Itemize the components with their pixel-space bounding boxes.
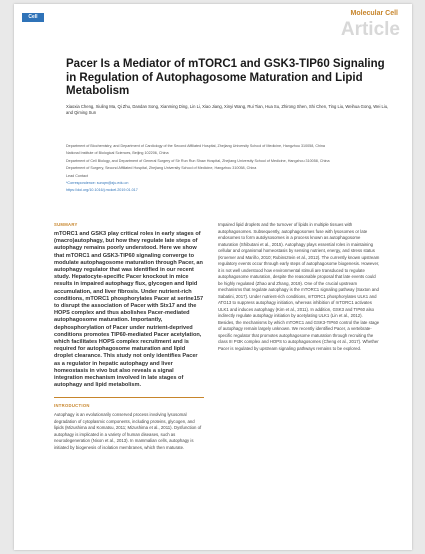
summary-heading: SUMMARY (54, 222, 78, 227)
article-type-label: Article (340, 19, 400, 40)
paper-title: Pacer Is a Mediator of mTORC1 and GSK3-TIP60 Signaling in Regulation of Autophagosome Maturation and Lipid Metabolism (66, 58, 385, 97)
left-column (54, 222, 204, 451)
affiliation-4: Department of Surgery, Second Affiliated Hospital, Zhejiang University School of Medicine, Hangzhou 310058, China (66, 166, 257, 171)
introduction-heading: INTRODUCTION (54, 403, 90, 409)
publisher-logo: Cell Press (22, 13, 44, 22)
affiliations (66, 144, 396, 196)
right-column (218, 222, 380, 352)
affiliation-2: National Institute of Biological Sciences, Beijing 102206, China (66, 151, 169, 156)
right-column-text: Impaired lipid droplets and the turnover of lipids in multiple tissues with autophagosomes. Subsequently, autophagosomes fuse with lysosomes or late endosomes to form autolysosomes in a process known as autophagosome maturation (Shibutani et al., 2015). Autophagy plays essential roles in maintaining cellular and organismal homeostasis by sensing nutrient, energy, and stress status (Kroemer and Mariño, 2010; Rubinsztein et al., 2012). The currently known upstream regulatory events occur through early steps of autophagosome biogenesis. However, it is not well understood how environmental stimuli are transduced to regulate autophagosome maturation, despite the reasonable proposal that late events could be highly regulated (Zhao and Zhang, 2019). One of the crucial upstream mechanisms that regulate autophagy is the mTORC1 signaling pathway (Saxton and Sabatini, 2017). Under nutrient-rich conditions, mTORC1 phosphorylates ULK1 and ATG13 to suppress autophagy initiation, whereas inhibition of mTORC1 activates ULK1 and induces autophagy (Kim et al., 2011). In addition, GSK3 and TIP60 also indirectly regulate autophagy initiation by acetylating ULK1 (Lin et al., 2012). Besides, the mechanisms by which mTORC1 and GSK3-TIP60 control the late stage of autophagy remain largely unknown. We recently identified Pacer, a vertebrate-specific regulator that promotes autophagosome maturation through recruiting the class III PI3K complex and HOPS to autophagosomes (Cheng et al., 2017). Whether Pacer is regulated by upstream signaling pathways remains to be explored. (218, 222, 380, 351)
author-list: Xiaoxia Cheng, Xiuling Ma, Qi Zhu, Dandan Song, Xianming Ding, Lin Li, Xiao Jiang, Xinyi Wang, Rui Tian, Hua Su, Zhirong Shen, Shi Chen, Ting Liu, Weihua Gong, Wei Liu, and Qiming Sun (66, 104, 389, 116)
article-page (14, 4, 412, 550)
doi-link[interactable]: https://doi.org/10.1016/j.molcel.2019.01.017 (66, 188, 138, 193)
affiliation-3: Department of Cell Biology, and Department of General Surgery of Sir Run Run Shaw Hospital, Zhejiang University School of Medicine, Hangzhou 310058, China (66, 158, 330, 163)
correspondence-email[interactable]: *Correspondence: sunqm@zju.edu.cn (66, 181, 129, 186)
affiliation-1: Department of Biochemistry, and Department of Cardiology of the Second Affiliated Hospital, Zhejiang University School of Medicine, Hangzhou 310058, China (66, 144, 325, 148)
section-divider (54, 397, 204, 398)
journal-name: Molecular Cell (350, 10, 398, 17)
summary-text: mTORC1 and GSK3 play critical roles in early stages of (macro)autophagy, but how they regulate late steps of autophagy remains poorly understood. Here we show that mTORC1 and GSK3-TIP60 signaling converge to modulate autophagosome maturation through Pacer, an autophagy regulator that was identified in our recent study. Hepatocyte-specific Pacer knockout in mice results in impaired autophagy flux, glycogen and lipid accumulation, and liver fibrosis. Under nutrient-rich conditions, mTORC1 phosphorylates Pacer at serine157 to disrupt the association of Pacer with Stx17 and the HOPS complex and thus abolishes Pacer-mediated autophagosome maturation. Importantly, dephosphorylation of Pacer under nutrient-deprived conditions promotes TIP60-mediated Pacer acetylation, which facilitates HOPS complex recruitment and is required for autophagosome maturation and lipid droplet clearance. This study not only identifies Pacer as a regulator in hepatic autophagy and liver homeostasis in vivo but also reveals a signal integration mechanism involved in late stages of autophagy and lipid metabolism. (54, 231, 204, 389)
introduction-text: Autophagy is an evolutionarily conserved process involving lysosomal degradation of cytoplasmic components, including proteins, glycogen, and lipids (Mizushima and Komatsu, 2011; Mizushima et al., 2011). Dysfunction of autophagy is implicated in a variety of human diseases, such as neurodegeneration (Nixon et al., 2013). In mammalian cells, autophagy is initiated by biogenesis of isolation membranes, which then maturate. (54, 412, 202, 450)
affiliation-5: Lead Contact (66, 173, 88, 178)
